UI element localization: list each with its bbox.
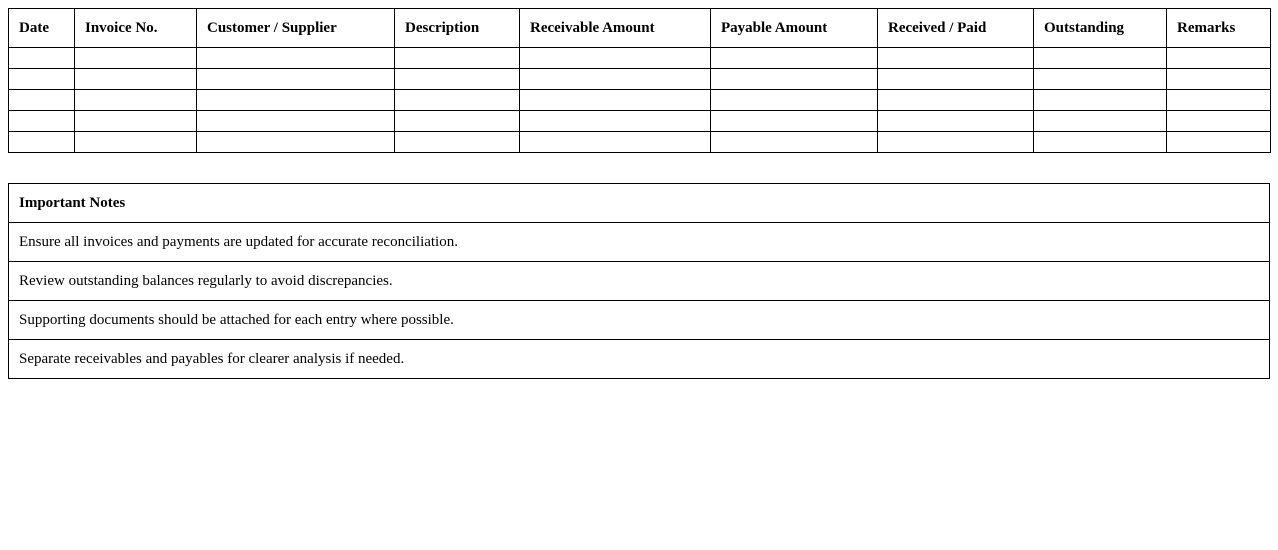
table-cell[interactable] <box>520 132 711 153</box>
table-cell[interactable] <box>711 111 878 132</box>
table-cell[interactable] <box>9 48 75 69</box>
notes-row <box>9 301 1270 340</box>
header-receivable-amount: Receivable Amount <box>520 9 711 48</box>
note-item: Separate receivables and payables for clearer analysis if needed. <box>9 340 1270 379</box>
table-cell[interactable] <box>197 48 395 69</box>
table-cell[interactable] <box>9 111 75 132</box>
table-cell[interactable] <box>197 90 395 111</box>
table-cell[interactable] <box>711 69 878 90</box>
table-cell[interactable] <box>1034 111 1167 132</box>
note-item: Review outstanding balances regularly to avoid discrepancies. <box>9 262 1270 301</box>
table-row <box>9 111 1271 132</box>
table-cell[interactable] <box>520 111 711 132</box>
table-cell[interactable] <box>520 69 711 90</box>
header-customer-supplier: Customer / Supplier <box>197 9 395 48</box>
table-cell[interactable] <box>1034 48 1167 69</box>
ledger-table <box>8 8 1271 153</box>
table-cell[interactable] <box>878 48 1034 69</box>
header-description: Description <box>395 9 520 48</box>
table-cell[interactable] <box>197 69 395 90</box>
table-cell[interactable] <box>711 90 878 111</box>
notes-row <box>9 262 1270 301</box>
table-cell[interactable] <box>1034 69 1167 90</box>
header-remarks: Remarks <box>1167 9 1271 48</box>
table-cell[interactable] <box>9 69 75 90</box>
note-item: Ensure all invoices and payments are updated for accurate reconciliation. <box>9 223 1270 262</box>
table-cell[interactable] <box>1167 48 1271 69</box>
notes-header-row <box>9 184 1270 223</box>
header-received-paid: Received / Paid <box>878 9 1034 48</box>
ledger-header-row <box>9 9 1271 48</box>
notes-row <box>9 340 1270 379</box>
header-payable-amount: Payable Amount <box>711 9 878 48</box>
table-cell[interactable] <box>878 132 1034 153</box>
table-cell[interactable] <box>711 132 878 153</box>
table-row <box>9 90 1271 111</box>
table-row <box>9 132 1271 153</box>
notes-title: Important Notes <box>9 184 1270 223</box>
table-cell[interactable] <box>1167 90 1271 111</box>
table-row <box>9 69 1271 90</box>
table-cell[interactable] <box>395 132 520 153</box>
table-cell[interactable] <box>1034 90 1167 111</box>
table-cell[interactable] <box>75 69 197 90</box>
table-cell[interactable] <box>395 111 520 132</box>
table-cell[interactable] <box>75 111 197 132</box>
table-cell[interactable] <box>395 48 520 69</box>
header-invoice-no: Invoice No. <box>75 9 197 48</box>
table-cell[interactable] <box>9 90 75 111</box>
table-cell[interactable] <box>75 48 197 69</box>
table-cell[interactable] <box>1034 132 1167 153</box>
table-row <box>9 48 1271 69</box>
header-outstanding: Outstanding <box>1034 9 1167 48</box>
table-cell[interactable] <box>878 111 1034 132</box>
table-cell[interactable] <box>878 69 1034 90</box>
table-cell[interactable] <box>395 90 520 111</box>
table-cell[interactable] <box>9 132 75 153</box>
table-cell[interactable] <box>197 111 395 132</box>
table-cell[interactable] <box>711 48 878 69</box>
table-cell[interactable] <box>520 90 711 111</box>
table-cell[interactable] <box>75 90 197 111</box>
notes-table <box>8 183 1270 379</box>
table-cell[interactable] <box>520 48 711 69</box>
table-cell[interactable] <box>395 69 520 90</box>
table-cell[interactable] <box>1167 69 1271 90</box>
table-cell[interactable] <box>75 132 197 153</box>
table-cell[interactable] <box>1167 111 1271 132</box>
notes-row <box>9 223 1270 262</box>
note-item: Supporting documents should be attached for each entry where possible. <box>9 301 1270 340</box>
header-date: Date <box>9 9 75 48</box>
table-cell[interactable] <box>1167 132 1271 153</box>
table-cell[interactable] <box>197 132 395 153</box>
table-cell[interactable] <box>878 90 1034 111</box>
